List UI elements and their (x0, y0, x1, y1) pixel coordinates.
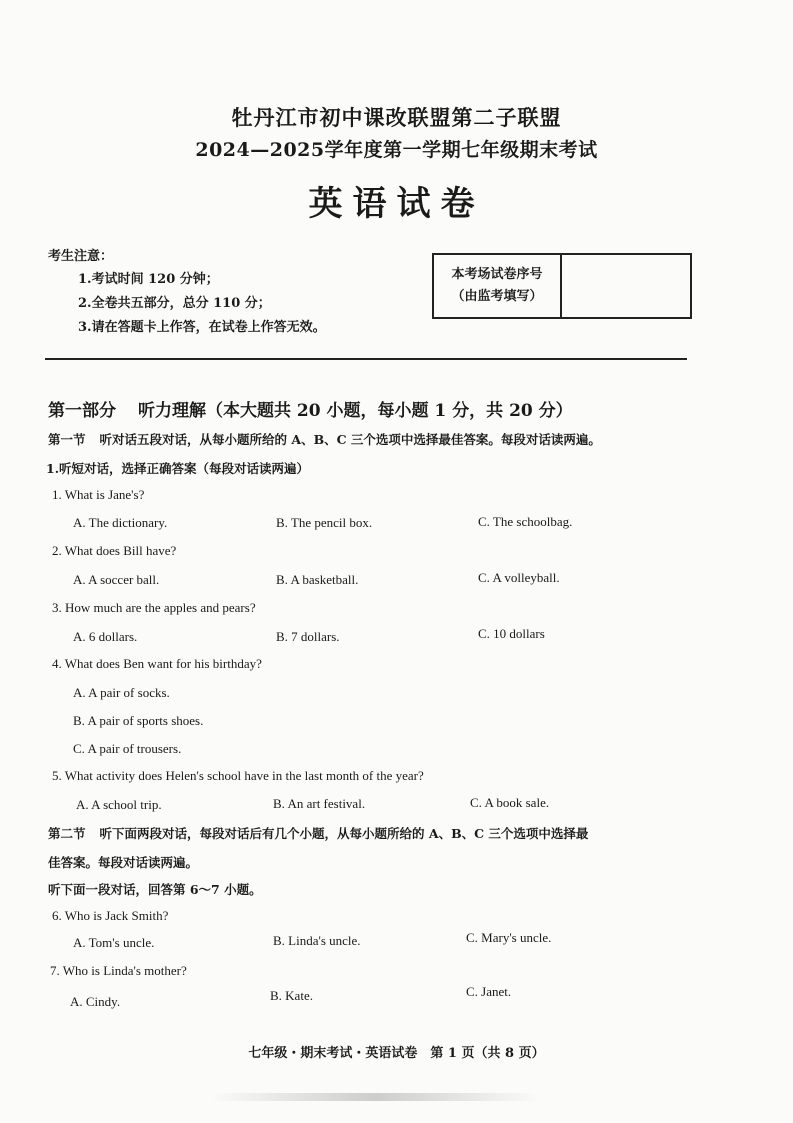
question-stem: 7. Who is Linda's mother? (50, 963, 187, 978)
section2-instruction-line1: 听下面两段对话，每段对话后有几个小题，从每小题所给的 A、B、C 三个选项中选择最 (99, 826, 589, 841)
question-stem: 5. What activity does Helen's school have in the last month of the year? (52, 768, 424, 783)
part1-title: 听力理解（本大题共 20 小题，每小题 1 分，共 20 分） (138, 401, 573, 421)
question-option: B. A pair of sports shoes. (73, 713, 204, 728)
seat-number-label (434, 255, 562, 317)
notice-item: 1.考试时间 120 分钟； (78, 272, 219, 287)
seat-label-line1: 本考场试卷序号 (451, 267, 543, 282)
section2-heading (48, 824, 588, 842)
section2-dialog-intro: 听下面一段对话，回答第 6～7 小题。 (48, 882, 262, 897)
question-option: C. A pair of trousers. (73, 741, 182, 756)
question-stem: 1. What is Jane's? (52, 487, 145, 502)
question-option: B. The pencil box. (276, 515, 373, 530)
question-option: B. Linda's uncle. (273, 933, 361, 948)
part1-label: 第一部分 (48, 401, 116, 421)
question-stem: 2. What does Bill have? (52, 543, 177, 558)
exam-header-line1: 牡丹江市初中课改联盟第二子联盟 (231, 105, 562, 130)
question-stem: 3. How much are the apples and pears? (52, 600, 256, 615)
section1-heading (48, 430, 601, 448)
question-option: C. Mary's uncle. (466, 930, 552, 945)
scan-smudge (210, 1093, 540, 1101)
question-option: C. A volleyball. (478, 570, 560, 585)
question-option: C. The schoolbag. (478, 514, 573, 529)
question-option: B. Kate. (270, 988, 313, 1003)
question-option: C. 10 dollars (478, 626, 545, 641)
question-option: A. Cindy. (70, 994, 121, 1009)
question-option: B. An art festival. (273, 796, 366, 811)
question-option: C. A book sale. (470, 795, 550, 810)
question-option: A. The dictionary. (73, 515, 168, 530)
notice-item: 3.请在答题卡上作答，在试卷上作答无效。 (78, 320, 326, 335)
question-option: A. A pair of socks. (73, 685, 170, 700)
header-divider (45, 358, 687, 360)
section2-instruction-line2: 佳答案。每段对话读两遍。 (48, 855, 199, 870)
notice-item: 2.全卷共五部分，总分 110 分； (78, 296, 271, 311)
section1-sub-instruction: 1.听短对话，选择正确答案（每段对话读两遍） (46, 461, 310, 476)
exam-header-line2: 2024—2025学年度第一学期七年级期末考试 (195, 139, 598, 161)
question-option: A. 6 dollars. (73, 629, 138, 644)
exam-title: 英语试卷 (308, 184, 485, 224)
seat-number-field[interactable] (562, 255, 690, 317)
part1-heading (48, 396, 573, 421)
notice-list (78, 268, 326, 340)
question-option: A. A school trip. (76, 797, 162, 812)
question-option: A. Tom's uncle. (73, 935, 155, 950)
page-footer: 七年级・期末考试・英语试卷 第 1 页（共 8 页） (248, 1046, 545, 1061)
question-option: A. A soccer ball. (73, 572, 160, 587)
notice-heading: 考生注意： (48, 249, 114, 264)
section1-label: 第一节 (48, 432, 86, 447)
question-stem: 4. What does Ben want for his birthday? (52, 656, 262, 671)
seat-number-box (432, 253, 692, 319)
question-stem: 6. Who is Jack Smith? (52, 908, 169, 923)
question-option: B. 7 dollars. (276, 629, 340, 644)
section1-instruction: 听对话五段对话，从每小题所给的 A、B、C 三个选项中选择最佳答案。每段对话读两遍。 (99, 432, 601, 447)
question-option: C. Janet. (466, 984, 512, 999)
seat-label-line2: （由监考填写） (451, 289, 543, 304)
question-option: B. A basketball. (276, 572, 359, 587)
section2-label: 第二节 (48, 826, 86, 841)
